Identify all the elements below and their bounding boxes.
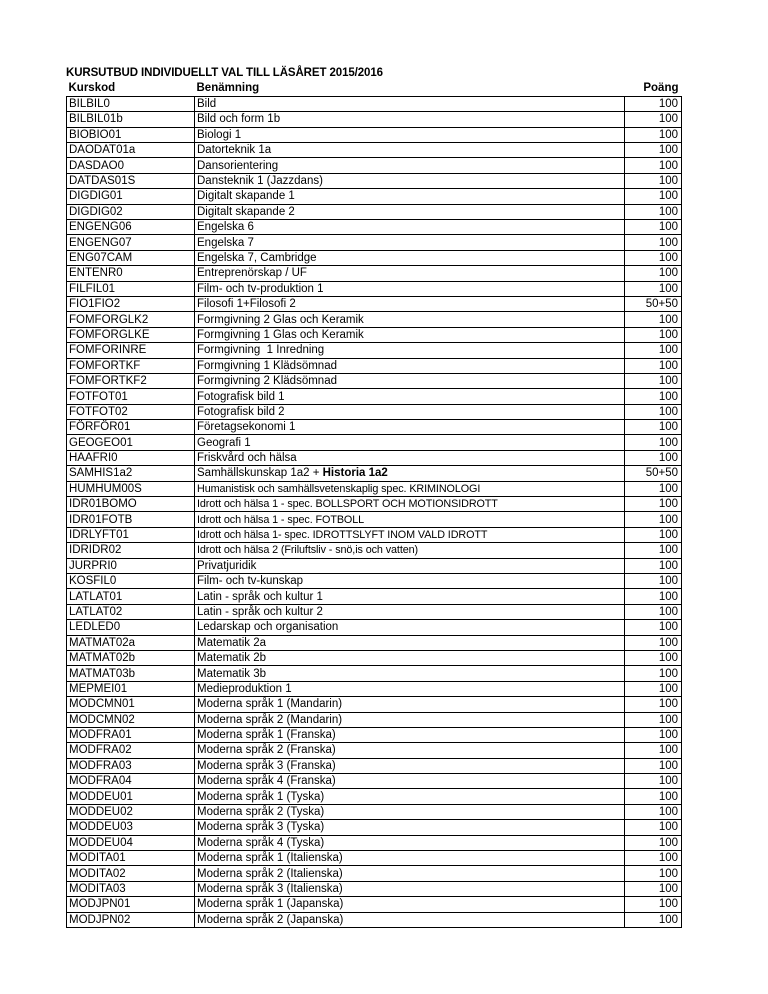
course-points: 100 xyxy=(625,558,682,573)
course-code: MODFRA01 xyxy=(67,727,195,742)
course-name-text: Moderna språk 4 (Franska) xyxy=(197,775,336,788)
course-name-text: Företagsekonomi 1 xyxy=(197,421,296,434)
course-name-text: Idrott och hälsa 2 (Friluftsliv - snö,is och vatten) xyxy=(197,544,419,557)
course-points: 100 xyxy=(625,774,682,789)
course-code: LATLAT01 xyxy=(67,589,195,604)
course-points: 100 xyxy=(625,512,682,527)
course-points: 100 xyxy=(625,189,682,204)
course-name-text: Moderna språk 2 (Italienska) xyxy=(197,867,343,880)
course-code: IDR01FOTB xyxy=(67,512,195,527)
course-code: DIGDIG02 xyxy=(67,204,195,219)
course-points: 100 xyxy=(625,127,682,142)
course-points: 100 xyxy=(625,250,682,265)
course-name xyxy=(195,450,625,465)
course-name xyxy=(195,343,625,358)
course-name xyxy=(195,420,625,435)
course-name xyxy=(195,835,625,850)
course-code: MODJPN02 xyxy=(67,912,195,927)
course-points: 100 xyxy=(625,435,682,450)
course-points: 50+50 xyxy=(625,466,682,481)
course-code: MODDEU01 xyxy=(67,789,195,804)
course-code: FOTFOT01 xyxy=(67,389,195,404)
course-points: 100 xyxy=(625,220,682,235)
table-row xyxy=(67,666,682,681)
course-code: FOTFOT02 xyxy=(67,404,195,419)
table-row xyxy=(67,96,682,111)
course-name xyxy=(195,358,625,373)
course-points: 100 xyxy=(625,143,682,158)
course-name xyxy=(195,250,625,265)
table-row xyxy=(67,497,682,512)
course-name xyxy=(195,789,625,804)
course-name xyxy=(195,574,625,589)
table-row xyxy=(67,404,682,419)
table-row xyxy=(67,743,682,758)
table-row xyxy=(67,389,682,404)
course-name-text: Dansteknik 1 (Jazzdans) xyxy=(197,175,323,188)
course-name-text: Moderna språk 3 (Italienska) xyxy=(197,883,343,895)
course-points: 100 xyxy=(625,620,682,635)
course-name-text: Idrott och hälsa 1 - spec. BOLLSPORT OCH MOTIONSIDROTT xyxy=(197,498,498,511)
course-points: 100 xyxy=(625,204,682,219)
course-code: MODDEU04 xyxy=(67,835,195,850)
course-name-text: Moderna språk 4 (Tyska) xyxy=(197,836,325,849)
table-row xyxy=(67,758,682,773)
course-points: 50+50 xyxy=(625,296,682,311)
course-name xyxy=(195,558,625,573)
course-points: 100 xyxy=(625,727,682,742)
table-row xyxy=(67,296,682,311)
course-points: 100 xyxy=(625,343,682,358)
course-name-text: Dansorientering xyxy=(197,159,279,172)
table-row xyxy=(67,173,682,188)
course-name xyxy=(195,312,625,327)
document-title: KURSUTBUD INDIVIDUELLT VAL TILL LÄSÅRET 2015/2016 xyxy=(66,67,383,79)
table-row xyxy=(67,281,682,296)
course-name-text: Film- och tv-produktion 1 xyxy=(197,282,324,295)
table-row xyxy=(67,789,682,804)
table-row xyxy=(67,235,682,250)
course-name-text: Ledarskap och organisation xyxy=(197,621,339,634)
course-table xyxy=(66,81,682,928)
course-name-text: Moderna språk 2 (Tyska) xyxy=(197,806,325,819)
table-row xyxy=(67,866,682,881)
course-name xyxy=(195,743,625,758)
course-points: 100 xyxy=(625,912,682,927)
course-name xyxy=(195,127,625,142)
course-name-text: Film- och tv-kunskap xyxy=(197,575,304,588)
table-row xyxy=(67,650,682,665)
table-row xyxy=(67,327,682,342)
course-points: 100 xyxy=(625,281,682,296)
course-name xyxy=(195,804,625,819)
course-code: FILFIL01 xyxy=(67,281,195,296)
course-name xyxy=(195,589,625,604)
course-code: IDR01BOMO xyxy=(67,497,195,512)
course-name xyxy=(195,712,625,727)
course-name-text: Moderna språk 3 (Tyska) xyxy=(197,821,325,834)
course-points: 100 xyxy=(625,420,682,435)
course-name-text: Filosofi 1+Filosofi 2 xyxy=(197,298,296,311)
course-points: 100 xyxy=(625,820,682,835)
course-code: DASDAO0 xyxy=(67,158,195,173)
course-rows xyxy=(67,96,682,927)
table-row xyxy=(67,158,682,173)
course-points: 100 xyxy=(625,897,682,912)
table-row xyxy=(67,774,682,789)
course-points: 100 xyxy=(625,851,682,866)
table-row xyxy=(67,358,682,373)
table-row xyxy=(67,220,682,235)
course-name xyxy=(195,512,625,527)
course-points: 100 xyxy=(625,543,682,558)
course-code: FOMFORTKF2 xyxy=(67,373,195,388)
course-name-text: Digitalt skapande 1 xyxy=(197,190,295,203)
course-name-text: Samhällskunskap 1a2 + xyxy=(197,467,323,480)
course-points: 100 xyxy=(625,112,682,127)
table-row xyxy=(67,373,682,388)
course-code: JURPRI0 xyxy=(67,558,195,573)
course-name xyxy=(195,620,625,635)
course-name xyxy=(195,635,625,650)
course-code: FOMFORINRE xyxy=(67,343,195,358)
course-code: ENGENG06 xyxy=(67,220,195,235)
course-name-text: Matematik 3b xyxy=(197,667,267,680)
header-code: Kurskod xyxy=(67,81,195,96)
course-name xyxy=(195,96,625,111)
course-code: DATDAS01S xyxy=(67,173,195,188)
course-code: MODJPN01 xyxy=(67,897,195,912)
table-row xyxy=(67,574,682,589)
course-name-text: Matematik 2b xyxy=(197,652,267,665)
course-name-text: Idrott och hälsa 1- spec. IDROTTSLYFT INOM VALD IDROTT xyxy=(197,529,488,542)
course-code: MODITA01 xyxy=(67,851,195,866)
table-row xyxy=(67,697,682,712)
course-code: LATLAT02 xyxy=(67,604,195,619)
course-name-text: Entreprenörskap / UF xyxy=(197,267,307,280)
course-points: 100 xyxy=(625,327,682,342)
course-name-text: Moderna språk 2 (Franska) xyxy=(197,744,336,757)
course-points: 100 xyxy=(625,358,682,373)
table-row xyxy=(67,543,682,558)
course-name xyxy=(195,158,625,173)
course-points: 100 xyxy=(625,312,682,327)
course-name-text: Moderna språk 1 (Japanska) xyxy=(197,898,344,911)
course-name xyxy=(195,296,625,311)
table-row xyxy=(67,204,682,219)
course-name xyxy=(195,235,625,250)
course-name-text: Fotografisk bild 1 xyxy=(197,390,285,403)
course-name-text: Formgivning 2 Glas och Keramik xyxy=(197,313,364,326)
table-row xyxy=(67,820,682,835)
course-points: 100 xyxy=(625,635,682,650)
course-name xyxy=(195,481,625,496)
course-code: MODITA02 xyxy=(67,866,195,881)
table-row xyxy=(67,466,682,481)
course-name xyxy=(195,897,625,912)
table-row xyxy=(67,112,682,127)
course-name xyxy=(195,266,625,281)
course-code: SAMHIS1a2 xyxy=(67,466,195,481)
course-code: BILBIL0 xyxy=(67,96,195,111)
course-name xyxy=(195,650,625,665)
course-code: MODFRA02 xyxy=(67,743,195,758)
table-row xyxy=(67,512,682,527)
course-name xyxy=(195,697,625,712)
course-points: 100 xyxy=(625,804,682,819)
header-name: Benämning xyxy=(195,81,625,96)
table-row xyxy=(67,851,682,866)
course-points: 100 xyxy=(625,96,682,111)
course-code: MATMAT02b xyxy=(67,650,195,665)
course-code: IDRLYFT01 xyxy=(67,527,195,542)
course-code: HAAFRI0 xyxy=(67,450,195,465)
course-name-text: Humanistisk och samhällsvetenskaplig spec. KRIMINOLOGI xyxy=(197,482,481,495)
table-row xyxy=(67,912,682,927)
course-name-text: Latin - språk och kultur 2 xyxy=(197,605,323,618)
course-points: 100 xyxy=(625,266,682,281)
course-name-text: Latin - språk och kultur 1 xyxy=(197,590,323,603)
course-points: 100 xyxy=(625,697,682,712)
course-name xyxy=(195,204,625,219)
course-name xyxy=(195,881,625,896)
course-points: 100 xyxy=(625,650,682,665)
course-name-text: Moderna språk 1 (Tyska) xyxy=(197,790,325,803)
course-name xyxy=(195,497,625,512)
table-row xyxy=(67,312,682,327)
course-name xyxy=(195,527,625,542)
course-points: 100 xyxy=(625,681,682,696)
course-name-bold: Historia 1a2 xyxy=(322,467,388,480)
table-row xyxy=(67,143,682,158)
table-row xyxy=(67,266,682,281)
course-name xyxy=(195,373,625,388)
header-row xyxy=(67,81,682,96)
course-name-text: Digitalt skapande 2 xyxy=(197,205,295,218)
course-name xyxy=(195,466,625,481)
table-row xyxy=(67,804,682,819)
table-row xyxy=(67,250,682,265)
course-name xyxy=(195,758,625,773)
course-name xyxy=(195,173,625,188)
course-points: 100 xyxy=(625,450,682,465)
course-name-text: Formgivning 1 Glas och Keramik xyxy=(197,328,364,341)
table-row xyxy=(67,558,682,573)
course-points: 100 xyxy=(625,527,682,542)
course-code: BIOBIO01 xyxy=(67,127,195,142)
course-code: FOMFORTKF xyxy=(67,358,195,373)
course-name-text: Engelska 7 xyxy=(197,236,254,249)
course-points: 100 xyxy=(625,789,682,804)
course-code: MODCMN01 xyxy=(67,697,195,712)
course-code: HUMHUM00S xyxy=(67,481,195,496)
course-points: 100 xyxy=(625,666,682,681)
course-points: 100 xyxy=(625,604,682,619)
course-code: ENG07CAM xyxy=(67,250,195,265)
course-points: 100 xyxy=(625,404,682,419)
course-name xyxy=(195,604,625,619)
course-name-text: Biologi 1 xyxy=(197,128,242,141)
course-name xyxy=(195,389,625,404)
course-code: LEDLED0 xyxy=(67,620,195,635)
course-code: MODCMN02 xyxy=(67,712,195,727)
course-points: 100 xyxy=(625,235,682,250)
course-points: 100 xyxy=(625,389,682,404)
course-code: ENGENG07 xyxy=(67,235,195,250)
course-points: 100 xyxy=(625,758,682,773)
course-name-text: Moderna språk 1 (Franska) xyxy=(197,729,336,742)
course-code: MODFRA03 xyxy=(67,758,195,773)
table-row xyxy=(67,635,682,650)
course-name-text: Formgivning 1 Inredning xyxy=(197,344,325,357)
course-name-text: Moderna språk 3 (Franska) xyxy=(197,759,336,772)
course-name-text: Bild och form 1b xyxy=(197,113,281,126)
course-name-text: Formgivning 2 Klädsömnad xyxy=(197,375,337,388)
course-code: FÖRFÖR01 xyxy=(67,420,195,435)
course-name-text: Friskvård och hälsa xyxy=(197,452,297,465)
course-code: MODDEU03 xyxy=(67,820,195,835)
course-points: 100 xyxy=(625,866,682,881)
course-name xyxy=(195,281,625,296)
course-code: MODDEU02 xyxy=(67,804,195,819)
course-name-text: Medieproduktion 1 xyxy=(197,682,292,695)
course-code: IDRIDR02 xyxy=(67,543,195,558)
course-code: MODFRA04 xyxy=(67,774,195,789)
header-points: Poäng xyxy=(625,81,682,96)
course-name-text: Moderna språk 2 (Mandarin) xyxy=(197,713,343,726)
course-code: FOMFORGLK2 xyxy=(67,312,195,327)
course-code: GEOGEO01 xyxy=(67,435,195,450)
course-name-text: Matematik 2a xyxy=(197,636,267,649)
course-name xyxy=(195,404,625,419)
course-name-text: Engelska 6 xyxy=(197,221,254,234)
course-code: MEPMEI01 xyxy=(67,681,195,696)
course-name xyxy=(195,143,625,158)
course-name-text: Moderna språk 1 (Italienska) xyxy=(197,852,343,865)
course-name xyxy=(195,112,625,127)
course-name xyxy=(195,189,625,204)
course-name-text: Bild xyxy=(197,98,217,111)
course-name-text: Fotografisk bild 2 xyxy=(197,405,285,418)
course-name xyxy=(195,435,625,450)
course-name-text: Datorteknik 1a xyxy=(197,144,272,157)
table-row xyxy=(67,620,682,635)
course-name xyxy=(195,866,625,881)
table-row xyxy=(67,835,682,850)
course-points: 100 xyxy=(625,589,682,604)
course-code: DIGDIG01 xyxy=(67,189,195,204)
course-code: FIO1FIO2 xyxy=(67,296,195,311)
course-name xyxy=(195,220,625,235)
course-points: 100 xyxy=(625,712,682,727)
course-name xyxy=(195,681,625,696)
course-name xyxy=(195,543,625,558)
course-code: FOMFORGLKE xyxy=(67,327,195,342)
course-code: MATMAT03b xyxy=(67,666,195,681)
course-points: 100 xyxy=(625,835,682,850)
table-row xyxy=(67,727,682,742)
course-name-text: Geografi 1 xyxy=(197,436,251,449)
table-row xyxy=(67,604,682,619)
table-row xyxy=(67,589,682,604)
table-row xyxy=(67,897,682,912)
course-name-text: Formgivning 1 Klädsömnad xyxy=(197,359,337,372)
course-points: 100 xyxy=(625,158,682,173)
course-points: 100 xyxy=(625,574,682,589)
course-code: MODITA03 xyxy=(67,881,195,896)
table-row xyxy=(67,712,682,727)
course-name-text: Moderna språk 2 (Japanska) xyxy=(197,913,344,926)
course-name xyxy=(195,912,625,927)
course-points: 100 xyxy=(625,497,682,512)
course-name-text: Moderna språk 1 (Mandarin) xyxy=(197,698,343,711)
course-name xyxy=(195,851,625,866)
table-row xyxy=(67,127,682,142)
course-name xyxy=(195,327,625,342)
table-row xyxy=(67,481,682,496)
course-code: DAODAT01a xyxy=(67,143,195,158)
course-points: 100 xyxy=(625,743,682,758)
course-points: 100 xyxy=(625,481,682,496)
course-points: 100 xyxy=(625,373,682,388)
course-name-text: Privatjuridik xyxy=(197,559,257,572)
course-code: KOSFIL0 xyxy=(67,574,195,589)
table-row xyxy=(67,435,682,450)
course-code: ENTENR0 xyxy=(67,266,195,281)
course-sheet xyxy=(66,65,681,928)
table-row xyxy=(67,189,682,204)
course-points: 100 xyxy=(625,173,682,188)
table-row xyxy=(67,681,682,696)
course-code: BILBIL01b xyxy=(67,112,195,127)
course-name-text: Idrott och hälsa 1 - spec. FOTBOLL xyxy=(197,513,365,526)
table-row xyxy=(67,450,682,465)
table-row xyxy=(67,420,682,435)
course-name xyxy=(195,666,625,681)
course-name xyxy=(195,774,625,789)
course-name xyxy=(195,727,625,742)
course-code: MATMAT02a xyxy=(67,635,195,650)
table-row xyxy=(67,527,682,542)
table-row xyxy=(67,881,682,896)
course-name-text: Engelska 7, Cambridge xyxy=(197,251,317,264)
course-points: 100 xyxy=(625,881,682,896)
table-row xyxy=(67,343,682,358)
course-name xyxy=(195,820,625,835)
